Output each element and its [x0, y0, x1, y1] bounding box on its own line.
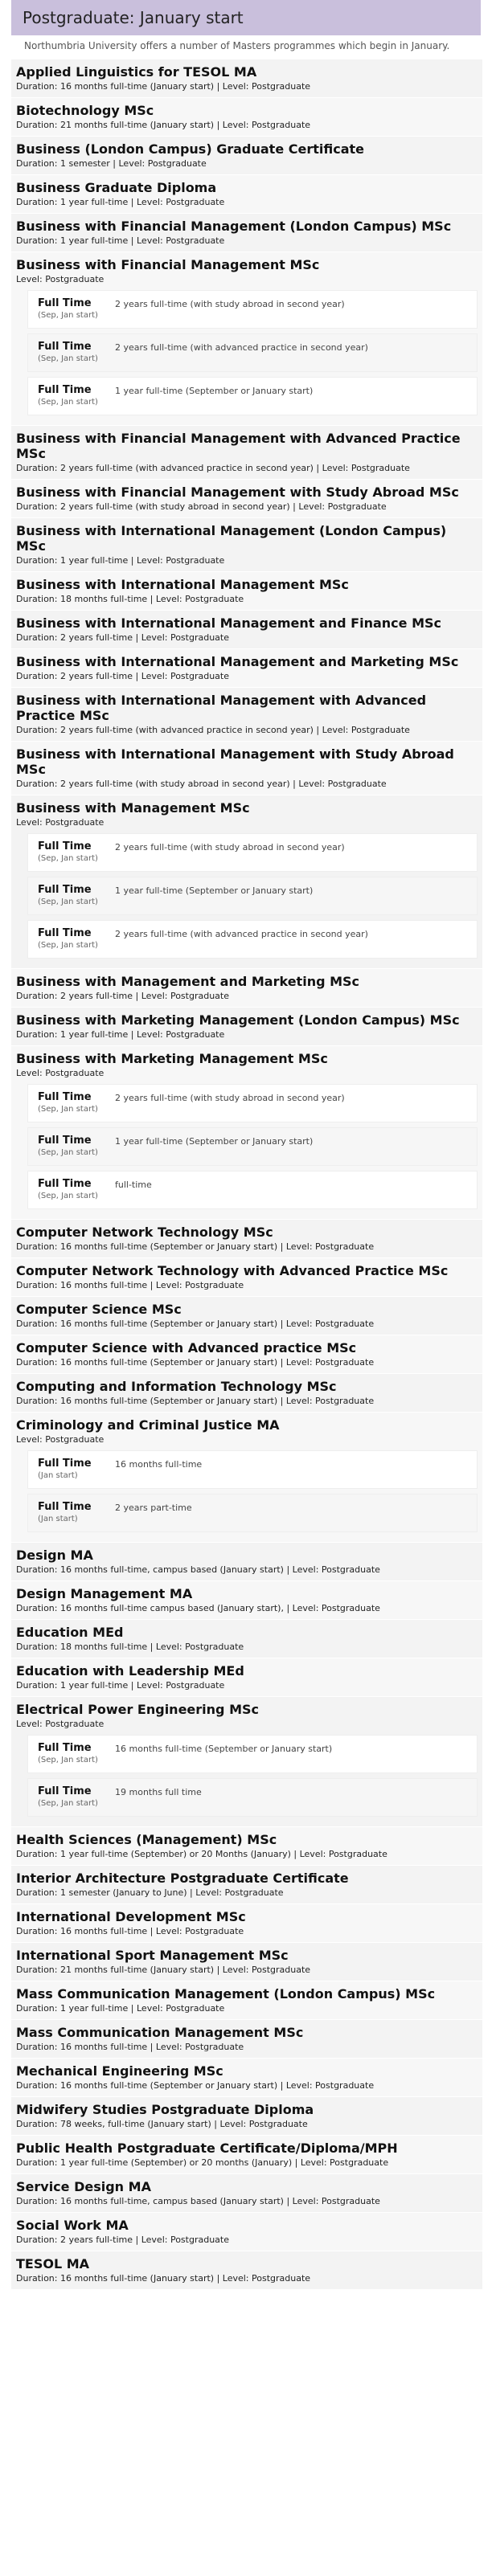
study-mode-name: Full Time [38, 1091, 92, 1103]
course-meta: Duration: 1 semester | Level: Postgraduate [16, 158, 207, 169]
course-item [11, 1373, 482, 1412]
study-mode-label [38, 297, 115, 320]
course-item [11, 1257, 482, 1296]
course-item [11, 1865, 482, 1903]
study-mode-row [27, 1084, 478, 1122]
course-meta: Duration: 16 months full-time | Level: Postgraduate [16, 1280, 244, 1290]
course-item [11, 1942, 482, 1981]
course-title-link[interactable]: Health Sciences (Management) MSc [16, 1832, 277, 1847]
study-mode-name: Full Time [38, 1742, 92, 1754]
course-item [11, 1658, 482, 1696]
course-meta: Duration: 16 months full-time (September or January start) | Level: Postgraduate [16, 1241, 375, 1252]
course-title-link[interactable]: Mechanical Engineering MSc [16, 2063, 223, 2079]
study-mode-name: Full Time [38, 884, 92, 896]
course-meta: Duration: 2 years full-time (with study abroad in second year) | Level: Postgraduate [16, 779, 387, 789]
study-mode-start: (Sep, Jan start) [38, 398, 98, 407]
course-title-link[interactable]: Biotechnology MSc [16, 103, 154, 118]
study-mode-list [16, 833, 478, 959]
course-title-link[interactable]: Service Design MA [16, 2179, 151, 2194]
course-meta: Level: Postgraduate [16, 274, 105, 284]
course-item [11, 517, 482, 571]
course-item [11, 2135, 482, 2173]
course-meta: Duration: 1 year full-time | Level: Postgraduate [16, 197, 225, 207]
course-meta: Duration: 2 years full-time | Level: Postgraduate [16, 991, 229, 1001]
study-mode-description: 16 months full-time [115, 1459, 203, 1470]
study-mode-row [27, 333, 478, 372]
course-meta: Level: Postgraduate [16, 1719, 105, 1729]
course-item [11, 174, 482, 213]
study-mode-start: (Sep, Jan start) [38, 941, 98, 950]
study-mode-label [38, 1785, 115, 1808]
course-title-link[interactable]: Education MEd [16, 1625, 124, 1640]
course-item [11, 1412, 482, 1542]
course-item [11, 97, 482, 136]
course-item [11, 795, 482, 968]
course-title-link[interactable]: Midwifery Studies Postgraduate Diploma [16, 2102, 314, 2117]
course-item [11, 1296, 482, 1335]
course-meta: Duration: 2 years full-time | Level: Postgraduate [16, 671, 229, 681]
study-mode-row [27, 1494, 478, 1532]
course-meta: Duration: 1 year full-time (September) or 20 months (January) | Level: Postgraduate [16, 2157, 389, 2168]
course-meta: Duration: 1 year full-time | Level: Postgraduate [16, 2003, 225, 2014]
course-meta: Duration: 2 years full-time | Level: Postgraduate [16, 632, 229, 643]
study-mode-name: Full Time [38, 1135, 92, 1147]
course-item [11, 2058, 482, 2096]
course-meta: Duration: 1 year full-time | Level: Postgraduate [16, 1029, 225, 1040]
study-mode-label [38, 884, 115, 906]
course-title-link[interactable]: Applied Linguistics for TESOL MA [16, 64, 257, 80]
course-item [11, 968, 482, 1007]
study-mode-start: (Sep, Jan start) [38, 354, 98, 363]
course-title-link[interactable]: Computer Network Technology MSc [16, 1225, 273, 1240]
course-item [11, 1826, 482, 1865]
course-title-link[interactable]: Computer Network Technology with Advanced Practice MSc [16, 1263, 449, 1278]
study-mode-row [27, 290, 478, 329]
course-item [11, 648, 482, 687]
study-mode-list [16, 1084, 478, 1209]
course-item [11, 136, 482, 174]
course-title-link[interactable]: TESOL MA [16, 2256, 90, 2271]
course-title-link[interactable]: Business with International Management MSc [16, 577, 349, 592]
course-item [11, 59, 482, 97]
course-meta: Duration: 16 months full-time | Level: Postgraduate [16, 2042, 244, 2052]
course-title-link[interactable]: Business with International Management (London Campus) MSc [16, 523, 447, 554]
course-item [11, 687, 482, 741]
course-title-link[interactable]: International Development MSc [16, 1909, 246, 1924]
course-title-link[interactable]: Electrical Power Engineering MSc [16, 1702, 259, 1717]
course-title-link[interactable]: Business with Marketing Management MSc [16, 1051, 328, 1066]
course-title-link[interactable]: Business with Management MSc [16, 800, 250, 816]
course-meta: Duration: 16 months full-time | Level: Postgraduate [16, 1926, 244, 1936]
course-item [11, 2212, 482, 2251]
course-title-link[interactable]: Business with Financial Management (London Campus) MSc [16, 219, 452, 234]
study-mode-description: 16 months full-time (September or January start) [115, 1744, 333, 1754]
course-title-link[interactable]: Education with Leadership MEd [16, 1663, 244, 1678]
study-mode-description: full-time [115, 1180, 152, 1190]
study-mode-start: (Sep, Jan start) [38, 1799, 98, 1808]
course-meta: Duration: 1 year full-time | Level: Postgraduate [16, 1680, 225, 1691]
course-item [11, 2019, 482, 2058]
section-title: Postgraduate: January start [11, 0, 481, 35]
section-intro: Northumbria University offers a number of Masters programmes which begin in January. [24, 40, 450, 51]
study-mode-label [38, 927, 115, 950]
course-title-link[interactable]: Business with Management and Marketing MSc [16, 974, 360, 989]
course-item [11, 2096, 482, 2135]
study-mode-name: Full Time [38, 384, 92, 396]
course-item [11, 1696, 482, 1826]
study-mode-start: (Sep, Jan start) [38, 1105, 98, 1114]
course-meta: Duration: 2 years full-time (with study abroad in second year) | Level: Postgraduate [16, 501, 387, 512]
course-item [11, 425, 482, 479]
course-item [11, 1335, 482, 1373]
section-header [11, 0, 481, 59]
study-mode-name: Full Time [38, 840, 92, 853]
course-item [11, 1619, 482, 1658]
course-meta: Duration: 2 years full-time | Level: Postgraduate [16, 2235, 229, 2245]
course-item [11, 1903, 482, 1942]
course-meta: Level: Postgraduate [16, 817, 105, 828]
course-list [11, 59, 482, 2289]
course-item [11, 571, 482, 610]
study-mode-label [38, 1178, 115, 1200]
study-mode-row [27, 877, 478, 915]
course-meta: Duration: 16 months full-time (September or January start) | Level: Postgraduate [16, 1396, 375, 1406]
course-title-link[interactable]: Criminology and Criminal Justice MA [16, 1417, 280, 1433]
course-meta: Duration: 16 months full-time (September or January start) | Level: Postgraduate [16, 2080, 375, 2091]
course-meta: Duration: 2 years full-time (with advanced practice in second year) | Level: Postgraduate [16, 725, 410, 735]
study-mode-label [38, 1458, 115, 1480]
course-title-link[interactable]: Mass Communication Management MSc [16, 2025, 304, 2040]
course-title-link[interactable]: Business with International Management with Study Abroad MSc [16, 746, 454, 777]
study-mode-name: Full Time [38, 297, 92, 309]
study-mode-description: 2 years full-time (with study abroad in second year) [115, 842, 345, 853]
course-title-link[interactable]: Business Graduate Diploma [16, 180, 217, 195]
course-title-link[interactable]: International Sport Management MSc [16, 1948, 289, 1963]
course-title-link[interactable]: Computing and Information Technology MSc [16, 1379, 337, 1394]
study-mode-name: Full Time [38, 1178, 92, 1190]
study-mode-label [38, 1091, 115, 1114]
course-title-link[interactable]: Design MA [16, 1548, 93, 1563]
study-mode-label [38, 1742, 115, 1764]
course-item [11, 1007, 482, 1045]
study-mode-name: Full Time [38, 341, 92, 353]
course-title-link[interactable]: Business with Financial Management with Study Abroad MSc [16, 485, 459, 500]
study-mode-name: Full Time [38, 1458, 92, 1470]
study-mode-name: Full Time [38, 1785, 92, 1797]
course-meta: Duration: 16 months full-time, campus based (January start) | Level: Postgraduate [16, 1564, 380, 1575]
course-meta: Duration: 16 months full-time (September or January start) | Level: Postgraduate [16, 1357, 375, 1368]
course-meta: Level: Postgraduate [16, 1068, 105, 1078]
study-mode-row [27, 833, 478, 872]
study-mode-start: (Sep, Jan start) [38, 1192, 98, 1200]
course-item [11, 2173, 482, 2212]
study-mode-description: 2 years full-time (with study abroad in second year) [115, 299, 345, 309]
course-meta: Duration: 21 months full-time (January start) | Level: Postgraduate [16, 120, 311, 130]
study-mode-list [16, 1450, 478, 1532]
study-mode-start: (Jan start) [38, 1515, 78, 1523]
course-item [11, 479, 482, 517]
study-mode-name: Full Time [38, 927, 92, 939]
course-item [11, 741, 482, 795]
course-item [11, 213, 482, 251]
study-mode-list [16, 1735, 478, 1817]
course-meta: Duration: 21 months full-time (January start) | Level: Postgraduate [16, 1965, 311, 1975]
course-item [11, 1045, 482, 1219]
course-meta: Duration: 16 months full-time (January start) | Level: Postgraduate [16, 2273, 311, 2284]
study-mode-row [27, 1127, 478, 1166]
study-mode-start: (Sep, Jan start) [38, 898, 98, 906]
course-meta: Duration: 18 months full-time | Level: Postgraduate [16, 594, 244, 604]
study-mode-label [38, 341, 115, 363]
course-title-link[interactable]: Business with Financial Management MSc [16, 257, 320, 272]
course-meta: Duration: 16 months full-time (September or January start) | Level: Postgraduate [16, 1319, 375, 1329]
course-item [11, 2251, 482, 2289]
course-title-link[interactable]: Business with International Management and Marketing MSc [16, 654, 459, 669]
course-meta: Duration: 16 months full-time campus based (January start), | Level: Postgraduate [16, 1603, 380, 1613]
course-meta: Duration: 1 semester (January to June) | Level: Postgraduate [16, 1887, 284, 1898]
study-mode-label [38, 384, 115, 407]
study-mode-row [27, 1450, 478, 1489]
course-title-link[interactable]: Interior Architecture Postgraduate Certificate [16, 1871, 349, 1886]
course-title-link[interactable]: Business with International Management with Advanced Practice MSc [16, 693, 427, 723]
course-title-link[interactable]: Business (London Campus) Graduate Certificate [16, 141, 364, 157]
study-mode-name: Full Time [38, 1501, 92, 1513]
course-meta: Level: Postgraduate [16, 1434, 105, 1445]
course-title-link[interactable]: Design Management MA [16, 1586, 193, 1601]
study-mode-description: 2 years full-time (with advanced practice in second year) [115, 342, 368, 353]
study-mode-label [38, 1135, 115, 1157]
study-mode-description: 1 year full-time (September or January start) [115, 1136, 314, 1147]
course-item [11, 1542, 482, 1580]
course-meta: Duration: 1 year full-time | Level: Postgraduate [16, 555, 225, 566]
study-mode-row [27, 377, 478, 415]
study-mode-row [27, 1778, 478, 1817]
course-title-link[interactable]: Business with Financial Management with Advanced Practice MSc [16, 431, 461, 461]
study-mode-start: (Sep, Jan start) [38, 311, 98, 320]
course-meta: Duration: 2 years full-time (with advanced practice in second year) | Level: Postgraduate [16, 463, 410, 473]
course-item [11, 1981, 482, 2019]
study-mode-start: (Jan start) [38, 1471, 78, 1480]
course-title-link[interactable]: Business with International Management and Finance MSc [16, 615, 441, 631]
study-mode-description: 19 months full time [115, 1787, 202, 1797]
course-meta: Duration: 16 months full-time (January start) | Level: Postgraduate [16, 81, 311, 92]
course-item [11, 251, 482, 425]
study-mode-row [27, 1171, 478, 1209]
study-mode-list [16, 290, 478, 415]
course-item [11, 610, 482, 648]
course-title-link[interactable]: Public Health Postgraduate Certificate/Diploma/MPH [16, 2141, 398, 2156]
study-mode-description: 2 years full-time (with study abroad in second year) [115, 1093, 345, 1103]
course-meta: Duration: 16 months full-time, campus based (January start) | Level: Postgraduate [16, 2196, 380, 2206]
course-title-link[interactable]: Computer Science with Advanced practice MSc [16, 1340, 357, 1355]
course-meta: Duration: 18 months full-time | Level: Postgraduate [16, 1642, 244, 1652]
study-mode-description: 1 year full-time (September or January start) [115, 386, 314, 396]
study-mode-label [38, 840, 115, 863]
course-title-link[interactable]: Computer Science MSc [16, 1302, 182, 1317]
study-mode-label [38, 1501, 115, 1523]
course-title-link[interactable]: Business with Marketing Management (London Campus) MSc [16, 1012, 460, 1028]
course-item [11, 1219, 482, 1257]
study-mode-description: 2 years full-time (with advanced practice in second year) [115, 929, 368, 939]
study-mode-start: (Sep, Jan start) [38, 1148, 98, 1157]
study-mode-row [27, 920, 478, 959]
course-meta: Duration: 1 year full-time (September) or 20 Months (January) | Level: Postgraduate [16, 1849, 387, 1859]
course-meta: Duration: 78 weeks, full-time (January start) | Level: Postgraduate [16, 2119, 308, 2129]
study-mode-row [27, 1735, 478, 1773]
course-title-link[interactable]: Mass Communication Management (London Campus) MSc [16, 1986, 436, 2002]
study-mode-description: 2 years part-time [115, 1503, 192, 1513]
study-mode-start: (Sep, Jan start) [38, 1756, 98, 1764]
study-mode-description: 1 year full-time (September or January start) [115, 885, 314, 896]
course-title-link[interactable]: Social Work MA [16, 2218, 129, 2233]
course-item [11, 1580, 482, 1619]
course-meta: Duration: 1 year full-time | Level: Postgraduate [16, 235, 225, 246]
study-mode-start: (Sep, Jan start) [38, 854, 98, 863]
